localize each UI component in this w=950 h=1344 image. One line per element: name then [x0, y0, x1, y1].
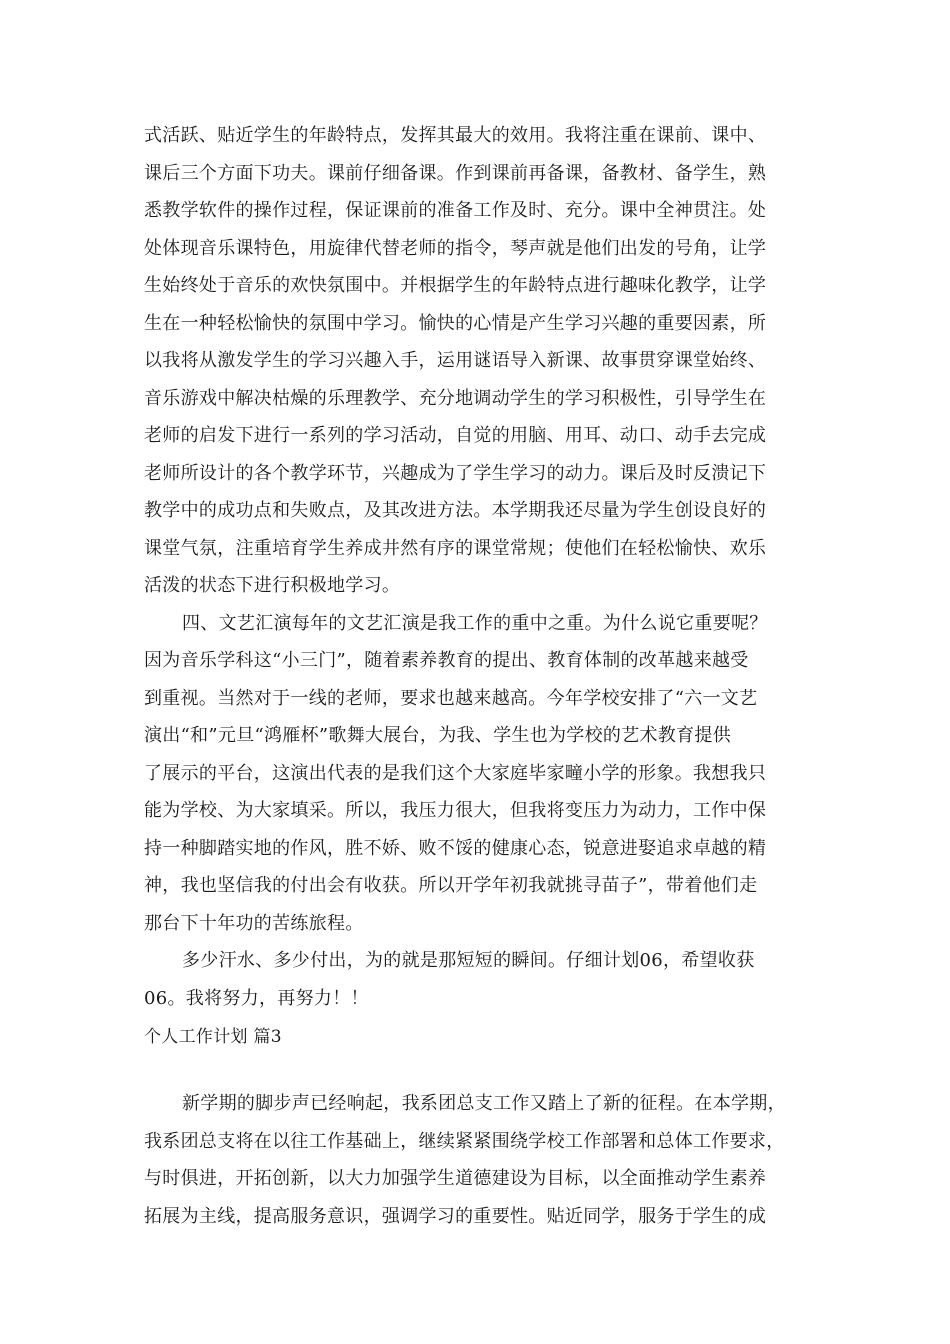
paragraph-line: 能为学校、为大家填采。所以，我压力很大，但我将变压力为动力，工作中保 — [144, 800, 767, 821]
paragraph-line: 神，我也坚信我的付出会有收获。所以开学年初我就挑寻苗子”，带着他们走 — [144, 875, 758, 896]
paragraph-line: 06。我将努力，再努力！！ — [144, 988, 369, 1009]
paragraph-line: 教学中的成功点和失败点，及其改进方法。本学期我还尽量为学生创设良好的 — [144, 500, 767, 521]
paragraph-line: 与时俱进，开拓创新，以大力加强学生道德建设为目标，以全面推动学生素养 — [144, 1168, 767, 1189]
paragraph-line: 持一种脚踏实地的作风，胜不娇、败不馁的健康心态，锐意进娶追求卓越的精 — [144, 838, 767, 859]
paragraph-line: 生始终处于音乐的欢快氛围中。并根据学生的年龄特点进行趣味化教学，让学 — [144, 275, 767, 296]
paragraph-line: 演出“和”元旦“鸿雁杯”歌舞大展台，为我、学生也为学校的艺术教育提供 — [144, 725, 732, 746]
paragraph-line: 课堂气氛，注重培育学生养成井然有序的课堂常规；使他们在轻松愉快、欢乐 — [144, 538, 767, 559]
paragraph-line: 老师的启发下进行一系列的学习活动，自觉的用脑、用耳、动口、动手去完成 — [144, 425, 767, 446]
paragraph-line: 课后三个方面下功夫。课前仔细备课。作到课前再备课，备教材、备学生，熟 — [144, 163, 767, 184]
paragraph-line: 悉教学软件的操作过程，保证课前的准备工作及时、充分。课中全神贯注。处 — [144, 200, 767, 221]
paragraph-line: 我系团总支将在以往工作基础上，继续紧紧围绕学校工作部署和总体工作要求， — [144, 1131, 785, 1152]
paragraph-line: 生在一种轻松愉快的氛围中学习。愉快的心情是产生学习兴趣的重要因素，所 — [144, 313, 767, 334]
paragraph-line: 活泼的状态下进行积极地学习。 — [144, 575, 401, 596]
paragraph-line: 拓展为主线，提高服务意识，强调学习的重要性。贴近同学，服务于学生的成 — [144, 1206, 767, 1227]
paragraph-line: 四、文艺汇演每年的文艺汇演是我工作的重中之重。为什么说它重要呢？ — [182, 613, 768, 634]
paragraph-line: 处体现音乐课特色，用旋律代替老师的指令，琴声就是他们出发的号角，让学 — [144, 238, 767, 259]
paragraph-line: 了展示的平台，这演出代表的是我们这个大家庭毕家疃小学的形象。我想我只 — [144, 763, 767, 784]
paragraph-line: 老师所设计的各个教学环节，兴趣成为了学生学习的动力。课后及时反溃记下 — [144, 463, 767, 484]
paragraph-line: 因为音乐学科这“小三门”，随着素养教育的提出、教育体制的改革越来越受 — [144, 650, 749, 671]
paragraph-line: 以我将从激发学生的学习兴趣入手，运用谜语导入新课、故事贯穿课堂始终、 — [144, 350, 767, 371]
paragraph-line: 音乐游戏中解决枯燥的乐理教学、充分地调动学生的学习积极性，引导学生在 — [144, 388, 767, 409]
paragraph-line: 那台下十年功的苦练旅程。 — [144, 913, 364, 934]
paragraph-line: 式活跃、贴近学生的年龄特点，发挥其最大的效用。我将注重在课前、课中、 — [144, 125, 767, 146]
paragraph-line: 新学期的脚步声已经响起，我系团总支工作又踏上了新的征程。在本学期， — [182, 1093, 786, 1114]
paragraph-line: 多少汗水、多少付出，为的就是那短短的瞬间。仔细计划06，希望收获 — [182, 950, 755, 971]
section-heading: 个人工作计划 篇3 — [144, 1027, 282, 1047]
paragraph-line: 到重视。当然对于一线的老师，要求也越来越高。今年学校安排了“六一文艺 — [144, 688, 758, 709]
